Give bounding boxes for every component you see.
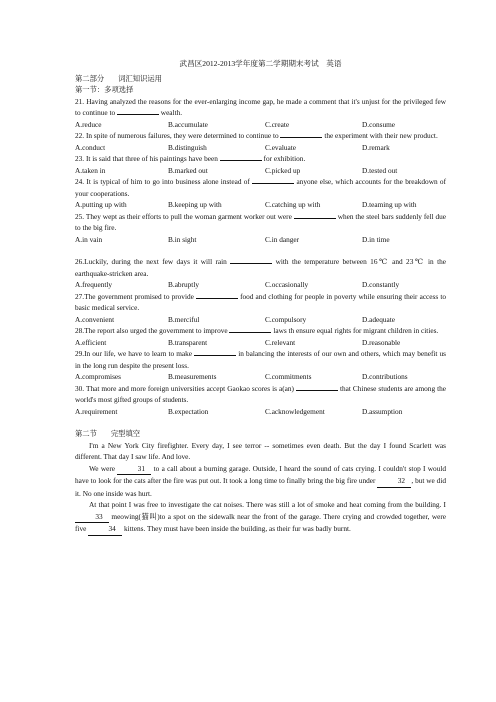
option-c: C.evaluate xyxy=(265,142,296,152)
option-c: C.create xyxy=(265,119,290,129)
cloze-blank-34: 34 xyxy=(88,523,122,536)
option-c: C.commitments xyxy=(265,372,312,381)
option-d: D.assumption xyxy=(362,406,403,416)
option-d: D.adequate xyxy=(362,314,396,324)
option-c: C.picked up xyxy=(265,165,301,175)
option-d: D.teaming up with xyxy=(362,200,417,209)
cloze-blank-31: 31 xyxy=(117,463,151,476)
option-c: C.acknowledgement xyxy=(265,406,325,416)
option-c: C.occasionally xyxy=(265,280,309,289)
section1-heading: 第一节：多项选择 xyxy=(75,85,134,94)
option-d: D.tested out xyxy=(362,165,398,175)
part-heading xyxy=(75,73,446,85)
question-list xyxy=(75,96,446,418)
section2-heading xyxy=(75,428,446,440)
question-stem: 28.The report also urged the government to improve laws th ensure equal rights for migrant children in cities. xyxy=(75,326,439,335)
option-b: B.merciful xyxy=(168,314,200,324)
option-c: C.catching up with xyxy=(265,200,321,209)
passage-paragraph-1: I'm a New York City firefighter. Every day, I see terror -- sometimes even death. But the day I found Scarlett was different. That day I saw life. And love. xyxy=(75,440,446,461)
option-a: A.requirement xyxy=(75,406,118,416)
question-stem: 26.Luckily, during the next few days it will rain with the temperature between 16℃ and 23℃ in the earthquake-stricken area. xyxy=(75,257,446,278)
answer-blank xyxy=(117,107,159,115)
question-stem: 21. Having analyzed the reasons for the ever-enlarging income gap, he made a comment that it's unjust for the privileged few to continue to wealth. xyxy=(75,96,446,117)
option-b: B.distinguish xyxy=(168,142,207,152)
question-stem: 25. They wept as their efforts to pull the woman garment worker out were when the steel bars suddenly fell due to the big fire. xyxy=(75,211,446,232)
option-row xyxy=(75,199,446,211)
answer-blank xyxy=(230,256,272,264)
option-row xyxy=(75,406,446,418)
option-c: C.relevant xyxy=(265,337,296,347)
option-d: D.in time xyxy=(362,234,390,244)
answer-blank xyxy=(194,348,236,356)
passage-paragraph-2: We were 31 to a call about a burning garage. Outside, I heard the sound of cats crying. I couldn't stop I would have to look for the cats after the fire was put out. It took a long time to finally bring the big fire under 32 , but we did it. No one inside was hurt. xyxy=(75,463,447,498)
option-row xyxy=(75,314,446,326)
answer-blank xyxy=(280,130,322,138)
answer-blank xyxy=(220,153,262,161)
section2-label: 第二节 xyxy=(75,429,97,438)
question-stem: 22. In spite of numerous failures, they were determined to continue to the experiment with their new product. xyxy=(75,131,438,140)
answer-blank xyxy=(252,176,294,184)
option-a: A.convenient xyxy=(75,314,115,324)
answer-blank xyxy=(196,291,238,299)
option-b: B.expectation xyxy=(168,406,209,416)
exam-title: 武昌区2012-2013学年度第二学期期末考试 英语 xyxy=(179,59,342,68)
question-stem: 24. It is typical of him to go into business alone instead of anyone else, which accounts for the breakdown of your cooperations. xyxy=(75,177,446,198)
option-b: B.transparent xyxy=(168,337,208,347)
option-a: A.in vain xyxy=(75,234,103,244)
option-a: A.taken in xyxy=(75,165,106,175)
option-d: D.constantly xyxy=(362,280,400,289)
option-c: C.compulsory xyxy=(265,314,307,324)
option-row xyxy=(75,234,446,246)
option-b: B.abruptly xyxy=(168,280,200,289)
option-b: B.accumulate xyxy=(168,119,208,129)
option-a: A.efficient xyxy=(75,337,107,347)
option-b: B.measurements xyxy=(168,372,217,381)
option-a: A.putting up with xyxy=(75,200,127,209)
question-stem: 29.In our life, we have to learn to make in balancing the interests of our own and others, which may benefit us in the long run despite the present loss. xyxy=(75,349,447,370)
option-d: D.remark xyxy=(362,142,390,152)
option-row xyxy=(75,119,446,131)
answer-blank xyxy=(294,211,336,219)
cloze-blank-32: 32 xyxy=(377,475,411,488)
option-row xyxy=(75,165,446,177)
question-stem: 23. It is said that three of his paintings have been for exhibition. xyxy=(75,154,306,163)
option-row xyxy=(75,337,446,349)
answer-blank xyxy=(229,325,271,333)
option-b: B.marked out xyxy=(168,165,208,175)
section2-name: 完型填空 xyxy=(110,429,141,438)
answer-blank xyxy=(296,383,338,391)
passage-paragraph-3: At that point I was free to investigate the cat noises. There was still a lot of smoke and heat coming from the building. I 33 meowing(猫叫)to a spot on the sidewalk near the front of the garage. There crying and crowded together, were five 34 kittens. They must have been inside the building, as their fur was badly burnt. xyxy=(75,499,446,536)
option-a: A.reduce xyxy=(75,119,102,129)
question-stem: 27.The government promised to provide food and clothing for people in poverty while ensuring their access to basic medical service. xyxy=(75,291,446,312)
part-name: 词汇知识运用 xyxy=(118,73,162,83)
option-d: D.consume xyxy=(362,119,396,129)
option-row xyxy=(75,371,446,383)
option-a: A.conduct xyxy=(75,142,106,152)
option-d: D.reasonable xyxy=(362,337,401,347)
option-row xyxy=(75,142,446,154)
cloze-blank-33: 33 xyxy=(75,511,109,524)
part-label: 第二部分 xyxy=(75,73,105,83)
question-spacer xyxy=(75,245,446,256)
option-a: A.compromises xyxy=(75,372,122,381)
option-b: B.keeping up with xyxy=(168,200,222,209)
option-a: A.frequently xyxy=(75,280,113,289)
question-stem: 30. That more and more foreign universities accept Gaokao scores is a(an) that Chinese students are among the world's most gifted groups of students. xyxy=(75,383,446,404)
option-row xyxy=(75,279,446,291)
option-c: C.in danger xyxy=(265,234,300,244)
option-d: D.contributions xyxy=(362,372,408,381)
option-b: B.in sight xyxy=(168,234,197,244)
